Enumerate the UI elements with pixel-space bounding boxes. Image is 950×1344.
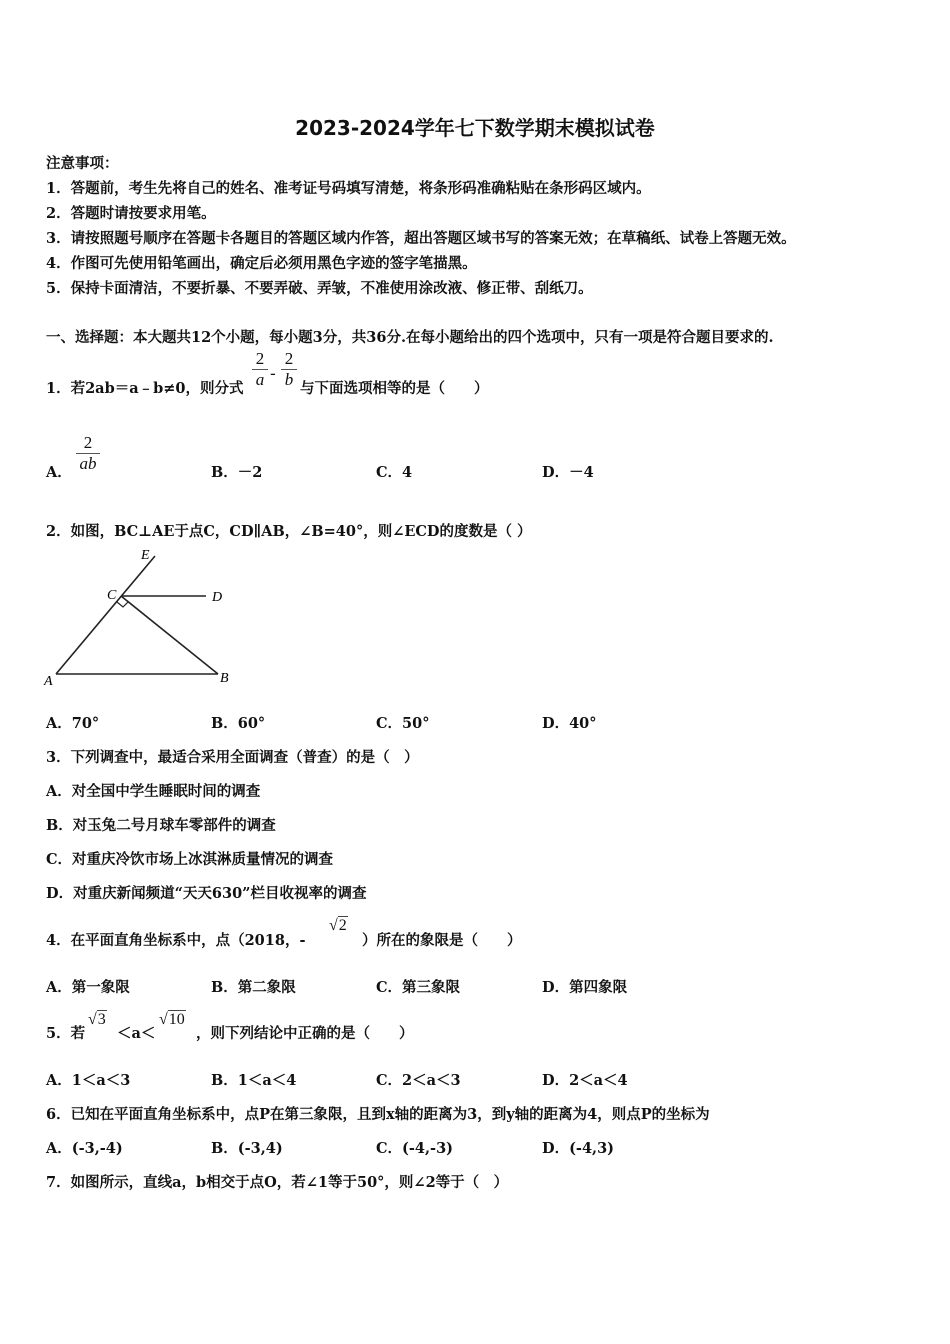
q1-option-a-label: A．	[46, 464, 72, 481]
q2-option-b: B．60°	[211, 715, 266, 732]
note-item: 5．保持卡面清洁，不要折暴、不要弄破、弄皱，不准使用涂改液、修正带、刮纸刀。	[46, 280, 593, 297]
q6-option-b: B．(-3,4)	[211, 1140, 283, 1157]
q3-option-d: D．对重庆新闻频道“天天630”栏目收视率的调查	[46, 885, 367, 902]
label-d: D	[212, 590, 223, 605]
q5-stem-part2: ，则下列结论中正确的是（ ）	[196, 1025, 414, 1042]
q5-option-c: C．2＜a＜3	[376, 1072, 461, 1089]
fraction-denominator: ab	[79, 454, 97, 473]
q1-option-d: D．－4	[542, 464, 594, 481]
line-bc	[121, 596, 218, 674]
note-item: 4．作图可先使用铅笔画出，确定后必须用黑色字迹的签字笔描黑。	[46, 255, 477, 272]
q6-option-c: C．(-4,-3)	[376, 1140, 454, 1157]
fraction-numerator: 2	[83, 433, 93, 452]
q2-option-c: C．50°	[376, 715, 430, 732]
q3-option-c: C．对重庆冷饮市场上冰淇淋质量情况的调查	[46, 851, 334, 868]
q2-stem: 2．如图，BC⊥AE于点C，CD∥AB，∠B=40°，则∠ECD的度数是（ ）	[46, 523, 532, 540]
q5-inequality: ＜a＜	[117, 1025, 156, 1042]
notes-heading: 注意事项：	[46, 155, 119, 172]
note-item: 1．答题前，考生先将自己的姓名、准考证号码填写清楚，将条形码准确粘贴在条形码区域内。	[46, 180, 651, 197]
line-ae	[56, 556, 155, 674]
q1-option-a-fraction	[76, 434, 100, 473]
label-e: E	[141, 548, 150, 563]
page-title: 2023-2024学年七下数学期末模拟试卷	[295, 116, 655, 140]
q5-option-b: B．1＜a＜4	[211, 1072, 297, 1089]
label-b: B	[220, 671, 229, 686]
q2-option-a: A．70°	[46, 715, 100, 732]
q4-stem-part1: 4．在平面直角坐标系中，点（2018，-	[46, 932, 306, 949]
fraction-denominator: a	[255, 370, 265, 389]
fraction-numerator: 2	[284, 349, 294, 368]
q4-stem-part2: ）所在的象限是（ ）	[362, 932, 522, 949]
q7-stem: 7．如图所示，直线a，b相交于点O，若∠1等于50°，则∠2等于（ ）	[46, 1174, 509, 1191]
q1-stem-part2: 与下面选项相等的是（ ）	[300, 380, 489, 397]
q4-sqrt-2: √2	[329, 917, 347, 934]
q1-option-b: B．－2	[211, 464, 263, 481]
q6-option-d: D．(-4,3)	[542, 1140, 615, 1157]
label-c: C	[107, 588, 117, 603]
q4-option-b: B．第二象限	[211, 979, 296, 996]
q6-stem: 6．已知在平面直角坐标系中，点P在第三象限，且到x轴的距离为3，到y轴的距离为4，则点P的坐标为	[46, 1106, 710, 1123]
note-item: 2．答题时请按要求用笔。	[46, 205, 216, 222]
section-heading: 一、选择题：本大题共12个小题，每小题3分，共36分.在每小题给出的四个选项中，只有一项是符合题目要求的.	[46, 329, 774, 346]
q5-sqrt-10: √10	[159, 1011, 185, 1028]
q5-option-d: D．2＜a＜4	[542, 1072, 628, 1089]
q5-stem-part1: 5．若	[46, 1025, 86, 1042]
q1-fraction-2-over-a	[252, 350, 268, 389]
q2-option-d: D．40°	[542, 715, 597, 732]
radicand: 10	[168, 1011, 185, 1028]
fraction-denominator: b	[284, 370, 294, 389]
q3-option-b: B．对玉兔二号月球车零部件的调查	[46, 817, 276, 834]
q4-option-c: C．第三象限	[376, 979, 461, 996]
q5-option-a: A．1＜a＜3	[46, 1072, 131, 1089]
q1-stem-part1: 1．若2ab＝a﹣b≠0，则分式	[46, 380, 244, 397]
q1-minus-sign: -	[270, 364, 276, 384]
q2-geometry-figure	[40, 545, 240, 690]
q4-option-a: A．第一象限	[46, 979, 130, 996]
q6-option-a: A．(-3,-4)	[46, 1140, 123, 1157]
radicand: 2	[338, 917, 347, 934]
q4-option-d: D．第四象限	[542, 979, 628, 996]
fraction-numerator: 2	[255, 349, 265, 368]
q5-sqrt-3: √3	[88, 1011, 106, 1028]
note-item: 3．请按照题号顺序在答题卡各题目的答题区域内作答，超出答题区域书写的答案无效；在草稿纸、试卷上答题无效。	[46, 230, 796, 247]
q3-option-a: A．对全国中学生睡眠时间的调查	[46, 783, 261, 800]
right-angle-mark	[117, 602, 128, 607]
q1-option-c: C．4	[376, 464, 413, 481]
q1-fraction-2-over-b	[281, 350, 297, 389]
label-a: A	[44, 674, 53, 689]
q3-stem: 3．下列调查中，最适合采用全面调查（普查）的是（ ）	[46, 749, 419, 766]
radicand: 3	[97, 1011, 106, 1028]
